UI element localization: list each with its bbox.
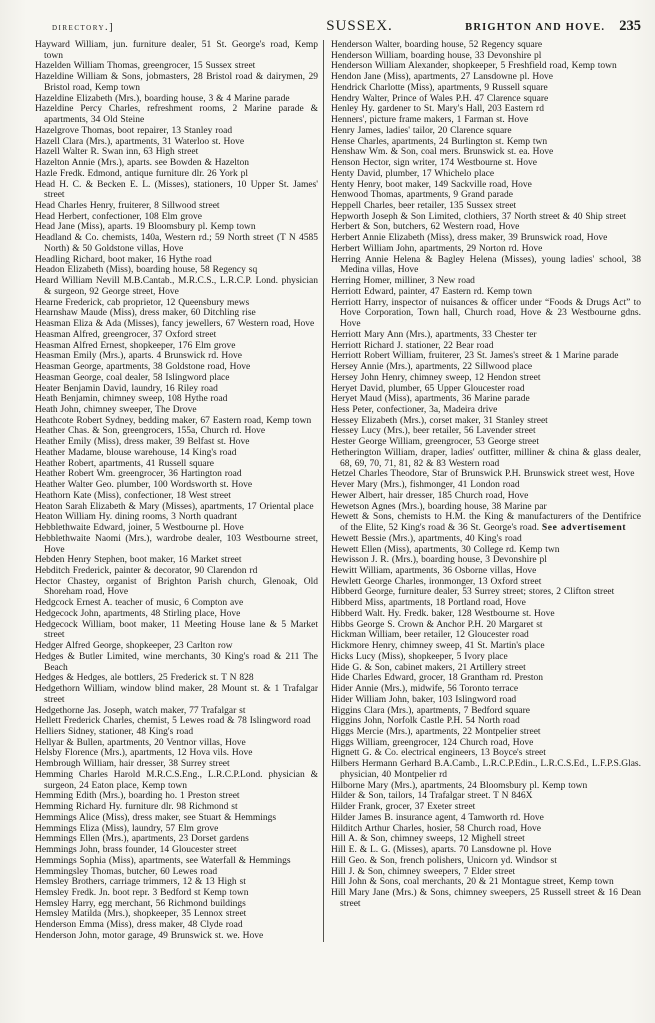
directory-entry: Hemmings Ellen (Mrs.), apartments, 23 Dorset gardens xyxy=(35,834,249,845)
header-county-title: SUSSEX. xyxy=(326,18,393,34)
directory-entry: Hedges & Butler Limited, wine merchants, 30 King's road & 211 The Beach xyxy=(35,651,318,673)
directory-entry: Hedgecock William, boot maker, 11 Meeting House lane & 5 Market street xyxy=(35,619,318,641)
directory-entry: Heasman Emily (Mrs.), aparts. 4 Brunswick rd. Hove xyxy=(35,351,242,362)
directory-entry: Head Jane (Miss), aparts. 19 Bloomsbury pl. Kemp town xyxy=(35,222,256,233)
directory-entry: Henley Hy. gardener to St. Mary's Hall, 203 Eastern rd xyxy=(331,104,544,115)
directory-entry: Hense Charles, apartments, 24 Burlington st. Kemp twn xyxy=(331,136,548,147)
directory-entry: Herbert & Son, butchers, 62 Western road, Hove xyxy=(331,222,520,233)
directory-entry: Hazelton Annie (Mrs.), aparts. see Bowden & Hazelton xyxy=(35,158,250,169)
directory-entry: Heather Emily (Miss), dress maker, 39 Belfast st. Hove xyxy=(35,437,250,448)
directory-entry: Herring Annie Helena & Bagley Helena (Misses), young ladies' school, 38 Medina villas, Hove xyxy=(331,254,641,276)
header-town-label: BRIGHTON AND HOVE. xyxy=(465,22,606,33)
directory-entry: Helsby Florence (Mrs.), apartments, 12 Hova vils. Hove xyxy=(35,748,253,759)
directory-entry: Hessey Lucy (Mrs.), beer retailer, 56 Lavender street xyxy=(331,426,536,437)
directory-entry: Hearne Frederick, cab proprietor, 12 Queensbury mews xyxy=(35,297,250,308)
directory-entry: Hemming Edith (Mrs.), boarding ho. 1 Preston street xyxy=(35,791,240,802)
directory-entry: Hemmings Eliza (Miss), laundry, 57 Elm grove xyxy=(35,823,219,834)
directory-entry: Hilborne Mary (Mrs.), apartments, 24 Bloomsbury pl. Kemp town xyxy=(331,780,588,791)
directory-entry: Hibberd Miss, apartments, 18 Portland road, Hove xyxy=(331,598,526,609)
directory-entry: Hill Mary Jane (Mrs.) & Sons, chimney sweepers, 25 Russell street & 16 Dean street xyxy=(331,888,641,909)
directory-entry: Henty David, plumber, 17 Whichelo place xyxy=(331,168,495,179)
header-directory-label: directory.] xyxy=(52,22,115,33)
column-right xyxy=(323,40,643,942)
directory-entry: Hilder Frank, grocer, 37 Exeter street xyxy=(331,802,476,813)
directory-entry: Heaton William Hy. dining rooms, 3 North quadrant xyxy=(35,512,238,523)
directory-entry: Hellett Frederick Charles, chemist, 5 Lewes road & 78 Islingword road xyxy=(35,716,311,727)
directory-entry: Hemmings Sophia (Miss), apartments, see Waterfall & Hemmings xyxy=(35,855,291,866)
directory-entry: Hebden Henry Stephen, boot maker, 16 Market street xyxy=(35,555,242,566)
directory-entry: Hedgcock Ernest A. teacher of music, 6 Compton ave xyxy=(35,598,244,609)
directory-entry: Hedgethorne Jas. Joseph, watch maker, 77 Trafalgar st xyxy=(35,705,246,716)
directory-entry: Hazell Clara (Mrs.), apartments, 31 Waterloo st. Hove xyxy=(35,136,245,147)
directory-entry: Hewisson J. R. (Mrs.), boarding house, 3 Devonshire pl xyxy=(331,555,547,566)
directory-entry: Heaton Sarah Elizabeth & Mary (Misses), apartments, 17 Oriental place xyxy=(35,501,314,512)
directory-entry: Herriott Robert William, fruiterer, 23 St. James's street & 1 Marine parade xyxy=(331,351,619,362)
directory-entry: Herbert Annie Elizabeth (Miss), dress maker, 39 Brunswick road, Hove xyxy=(331,233,608,244)
directory-entry: Hazelden William Thomas, greengrocer, 15 Sussex street xyxy=(35,61,256,72)
directory-entry: Hayward William, jun. furniture dealer, 51 St. George's road, Kemp town xyxy=(35,40,318,61)
directory-entry: Heath John, chimney sweeper, The Drove xyxy=(35,404,197,415)
directory-entry: Hewetson Agnes (Mrs.), boarding house, 38 Marine par xyxy=(331,501,547,512)
directory-entry: Higgins Clara (Mrs.), apartments, 7 Bedford square xyxy=(331,705,531,716)
directory-entry: Hendrick Charlotte (Miss), apartments, 9 Russell square xyxy=(331,82,548,93)
directory-entry: Hemming Richard Hy. furniture dlr. 98 Richmond st xyxy=(35,802,238,813)
directory-entry: Hill E. & L. G. (Misses), aparts. 70 Lansdowne pl. Hove xyxy=(331,845,552,856)
directory-entry: Hendon Jane (Miss), apartments, 27 Lansdowne pl. Hove xyxy=(331,72,553,83)
directory-entry: Hebblethwaite Edward, joiner, 5 Westbourne pl. Hove xyxy=(35,523,244,534)
directory-entry: Hersey Annie (Mrs.), apartments, 22 Sillwood place xyxy=(331,362,533,373)
directory-entry: Hewlett George Charles, ironmonger, 13 Oxford street xyxy=(331,576,542,587)
directory-entry: Hessey Elizabeth (Mrs.), corset maker, 31 Stanley street xyxy=(331,415,548,426)
directory-entry: Hazle Fredk. Edmond, antique furniture dlr. 26 York pl xyxy=(35,168,248,179)
header-section-title xyxy=(452,18,641,35)
directory-entry: Higgs Mercie (Mrs.), apartments, 22 Montpelier street xyxy=(331,727,541,737)
directory-entry: Hendry Walter, Prince of Wales P.H. 47 Clarence square xyxy=(331,93,549,104)
directory-entry: Hewett & Sons, chemists to H.M. the King & manufacturers of the Dentifrice of the Elite, 52 King's road & 36 St. George's road. See advertisement xyxy=(331,512,641,534)
directory-entry: Hilder & Son, tailors, 14 Trafalgar street. T N 846X xyxy=(331,791,533,802)
directory-entry: Hemming Charles Harold M.R.C.S.Eng., L.R.C.P.Lond. physician & surgeon, 24 Eaton place, Kemp town xyxy=(35,769,318,791)
directory-entry: Hebblethwaite Naomi (Mrs.), wardrobe dealer, 103 Westbourne street, Hove xyxy=(35,533,318,555)
directory-entry: Hester George William, greengrocer, 53 George street xyxy=(331,437,539,448)
directory-entry: Hider William John, baker, 103 Islingword road xyxy=(331,694,517,705)
directory-entry: Heasman Alfred Ernest, shopkeeper, 176 Elm grove xyxy=(35,340,236,351)
directory-entry: Hide G. & Son, cabinet makers, 21 Artillery street xyxy=(331,662,526,673)
directory-entry: Heasman George, apartments, 38 Goldstone road, Hove xyxy=(35,362,251,373)
directory-entry: Helliers Sidney, stationer, 48 King's road xyxy=(35,727,194,737)
directory-entry: Heasman Alfred, greengrocer, 37 Oxford street xyxy=(35,329,217,340)
directory-entry: Hemsley Matilda (Mrs.), shopkeeper, 35 Lennox street xyxy=(35,909,247,920)
directory-entry: Hill Geo. & Son, french polishers, Unicorn yd. Windsor st xyxy=(331,855,557,866)
directory-entry: Hess Peter, confectioner, 3a, Madeira drive xyxy=(331,404,498,415)
directory-entry: Hedgethorn William, window blind maker, 28 Mount st. & 1 Trafalgar street xyxy=(35,684,318,705)
directory-entry: Hilbers Hermann Gerhard B.A.Camb., L.R.C.P.Edin., L.R.C.S.Ed., L.F.P.S.Glas. physician, 40 Montpelier rd xyxy=(331,759,641,780)
directory-entry: Henderson Emma (Miss), dress maker, 48 Clyde road xyxy=(35,920,243,931)
directory-entry: Henderson John, motor garage, 49 Brunswick st. we. Hove xyxy=(35,930,264,941)
directory-entry: Heryet David, plumber, 65 Upper Gloucester road xyxy=(331,383,525,394)
directory-entry: Hill A. & Son, chimney sweeps, 12 Mighell street xyxy=(331,834,525,845)
directory-entry: Headland & Co. chemists, 140a, Western rd.; 59 North street (T N 4585 North) & 50 Goldstone villas, Hove xyxy=(35,233,318,254)
directory-entry: Heryet Maud (Miss), apartments, 36 Marine parade xyxy=(331,394,530,405)
directory-entry: Herriott Richard J. stationer, 22 Bear road xyxy=(331,340,494,351)
directory-entry: Heather Walter Geo. plumber, 100 Wordsworth st. Hove xyxy=(35,480,253,491)
directory-entry: Heather Chas. & Son, greengrocers, 155a, Church rd. Hove xyxy=(35,426,266,437)
directory-entry: Headon Elizabeth (Miss), boarding house, 58 Regency sq xyxy=(35,265,258,276)
directory-entry: Hewett Ellen (Miss), apartments, 30 College rd. Kemp twn xyxy=(331,544,560,555)
directory-columns xyxy=(0,38,655,942)
directory-entry: Hill John & Sons, coal merchants, 20 & 21 Montague street, Kemp town xyxy=(331,877,614,888)
directory-entry: Herriott Mary Ann (Mrs.), apartments, 33 Chester ter xyxy=(331,329,537,340)
directory-entry: Hide Charles Edward, grocer, 18 Grantham rd. Preston xyxy=(331,673,544,684)
directory-entry: Heather Robert, apartments, 41 Russell square xyxy=(35,458,214,469)
directory-entry: Hemsley Brothers, carriage trimmers, 12 & 13 High st xyxy=(35,877,246,888)
directory-entry: Hill J. & Son, chimney sweepers, 7 Elder street xyxy=(331,866,516,877)
directory-entry: Hector Chastey, organist of Brighton Parish church, Glenoak, Old Shoreham road, Hove xyxy=(35,576,318,598)
directory-entry: Heather Robert Wm. greengrocer, 36 Hartington road xyxy=(35,469,242,480)
directory-entry: Head Herbert, confectioner, 108 Elm grove xyxy=(35,211,202,222)
directory-entry: Hazeldine Elizabeth (Mrs.), boarding house, 3 & 4 Marine parade xyxy=(35,93,290,104)
directory-entry: Hibberd George, furniture dealer, 53 Surrey street; stores, 2 Clifton street xyxy=(331,587,615,598)
directory-entry: Heather Madame, blouse warehouse, 14 King's road xyxy=(35,447,237,458)
directory-entry: Hemsley Fredk. Jn. boot repr. 3 Bedford st Kemp town xyxy=(35,888,249,899)
directory-entry: Hedger Alfred George, shopkeeper, 23 Carlton row xyxy=(35,641,233,652)
directory-entry: Hickmore Henry, chimney sweep, 41 St. Martin's place xyxy=(331,641,545,652)
directory-entry: Heater Benjamin David, laundry, 16 Riley road xyxy=(35,383,218,394)
directory-entry: Hedges & Hedges, ale bottlers, 25 Frederick st. T N 828 xyxy=(35,673,254,684)
directory-entry: Hetherington William, draper, ladies' outfitter, milliner & china & glass dealer, 68, 69, 70, 71, 81, 82 & 83 Western road xyxy=(331,447,641,469)
directory-entry: Heathcote Robert Sydney, bedding maker, 67 Eastern road, Kemp town xyxy=(35,415,312,426)
directory-entry: Hicks Lucy (Miss), shopkeeper, 5 Ivory place xyxy=(331,651,508,662)
directory-entry: Hickman William, beer retailer, 12 Gloucester road xyxy=(331,630,529,641)
directory-entry: Hazeldine Percy Charles, refreshment rooms, 2 Marine parade & apartments, 34 Old Steine xyxy=(35,104,318,126)
directory-entry: Hemmings John, brass founder, 14 Gloucester street xyxy=(35,845,237,856)
directory-entry: Headling Richard, boot maker, 16 Hythe road xyxy=(35,254,212,265)
directory-entry: Hewitt William, apartments, 36 Osborne villas, Hove xyxy=(331,565,537,576)
directory-entry: Hetzel Charles Theodore, Star of Brunswick P.H. Brunswick street west, Hove xyxy=(331,469,635,480)
directory-entry: Henty Henry, boot maker, 149 Sackville road, Hove xyxy=(331,179,532,190)
directory-entry: Henshaw Wm. & Son, coal mers. Brunswick st. ea. Hove xyxy=(331,147,554,158)
directory-entry: Hibberd Walt. Hy. Fredk. baker, 128 Westbourne st. Hove xyxy=(331,608,555,619)
directory-entry: Hebditch Frederick, painter & decorator, 90 Clarendon rd xyxy=(35,565,258,576)
directory-entry: Hazell Walter R. Swan inn, 63 High street xyxy=(35,147,199,158)
directory-entry: Head Charles Henry, fruiterer, 8 Sillwood street xyxy=(35,201,220,212)
directory-entry: Henry James, ladies' tailor, 20 Clarence square xyxy=(331,125,512,136)
directory-entry: Henderson William, boarding house, 33 Devonshire pl xyxy=(331,50,542,61)
directory-entry: Higgs William, greengrocer, 124 Church road, Hove xyxy=(331,737,534,748)
directory-entry: Hearnshaw Maude (Miss), dress maker, 60 Ditchling rise xyxy=(35,308,256,319)
page-number: 235 xyxy=(619,18,641,34)
directory-entry: Heathorn Kate (Miss), confectioner, 18 West street xyxy=(35,490,231,501)
column-left xyxy=(12,40,323,942)
page-header xyxy=(0,18,655,38)
directory-entry: Hewer Albert, hair dresser, 185 Church road, Hove xyxy=(331,490,529,501)
directory-entry: Hibbs George S. Crown & Anchor P.H. 20 Margaret st xyxy=(331,619,543,630)
directory-entry: Hemmingsley Thomas, butcher, 60 Lewes road xyxy=(35,866,218,877)
directory-entry: Henderson Walter, boarding house, 52 Regency square xyxy=(331,40,543,50)
directory-entry: Henners', picture frame makers, 1 Farman st. Hove xyxy=(331,115,529,126)
directory-entry: Heath Benjamin, chimney sweep, 108 Hythe road xyxy=(35,394,228,405)
directory-entry: Heppell Charles, beer retailer, 135 Sussex street xyxy=(331,201,517,212)
directory-entry: Henson Hector, sign writer, 174 Westbourne st. Hove xyxy=(331,158,538,169)
directory-entry: Hever Mary (Mrs.), fishmonger, 41 London road xyxy=(331,480,520,491)
directory-entry: Hignett G. & Co. electrical engineers, 13 Boyce's street xyxy=(331,748,546,759)
directory-entry: Hewett Bessie (Mrs.), apartments, 40 King's road xyxy=(331,533,522,544)
directory-entry: Herbert William John, apartments, 29 Norton rd. Hove xyxy=(331,243,543,254)
directory-entry: Hedgecock John, apartments, 48 Stirling place, Hove xyxy=(35,608,241,619)
directory-entry: Herring Homer, milliner, 3 New road xyxy=(331,276,475,287)
directory-entry: Heard William Nevill M.B.Cantab., M.R.C.S., L.R.C.P. Lond. physician & surgeon, 92 George street, Hove xyxy=(35,276,318,297)
directory-entry: Heasman George, coal dealer, 58 Islingword place xyxy=(35,372,230,383)
directory-entry: Higgins John, Norfolk Castle P.H. 54 North road xyxy=(331,716,520,727)
directory-entry: Hembrough William, hair dresser, 38 Surrey street xyxy=(35,759,230,770)
directory-entry: Hersey John Henry, chimney sweep, 12 Hendon street xyxy=(331,372,541,383)
directory-entry: Hellyar & Bullen, apartments, 20 Ventnor villas, Hove xyxy=(35,737,246,748)
directory-entry: Herriott Harry, inspector of nuisances & officer under “Foods & Drugs Act” to Hove Corporation, Town hall, Church road, Hove & 23 Westbourne gdns. Hove xyxy=(331,297,641,330)
directory-entry: Head H. C. & Becken E. L. (Misses), stationers, 10 Upper St. James' street xyxy=(35,179,318,201)
directory-entry: Hilder James B. insurance agent, 4 Tamworth rd. Hove xyxy=(331,812,544,823)
directory-entry: Hazelgrove Thomas, boot repairer, 13 Stanley road xyxy=(35,125,233,136)
directory-entry: Hider Annie (Mrs.), midwife, 56 Toronto terrace xyxy=(331,684,519,695)
directory-entry: Hemsley Harry, egg merchant, 56 Richmond buildings xyxy=(35,898,246,909)
directory-entry: Herriott Edward, painter, 47 Eastern rd. Kemp town xyxy=(331,286,532,297)
directory-entry: Heasman Eliza & Ada (Misses), fancy jewellers, 67 Western road, Hove xyxy=(35,319,315,330)
directory-entry: Henwood Thomas, apartments, 9 Grand parade xyxy=(331,190,513,201)
directory-entry: Hazeldine William & Sons, jobmasters, 28 Bristol road & dairymen, 29 Bristol road, Kemp town xyxy=(35,72,318,93)
directory-entry: Hepworth Joseph & Son Limited, clothiers, 37 North street & 40 Ship street xyxy=(331,211,627,222)
directory-entry: Hilditch Arthur Charles, hosier, 58 Church road, Hove xyxy=(331,823,541,834)
directory-entry: Henderson William Alexander, shopkeeper, 5 Freshfield road, Kemp town xyxy=(331,61,617,72)
directory-entry: Hemmings Alice (Miss), dress maker, see Stuart & Hemmings xyxy=(35,812,277,823)
